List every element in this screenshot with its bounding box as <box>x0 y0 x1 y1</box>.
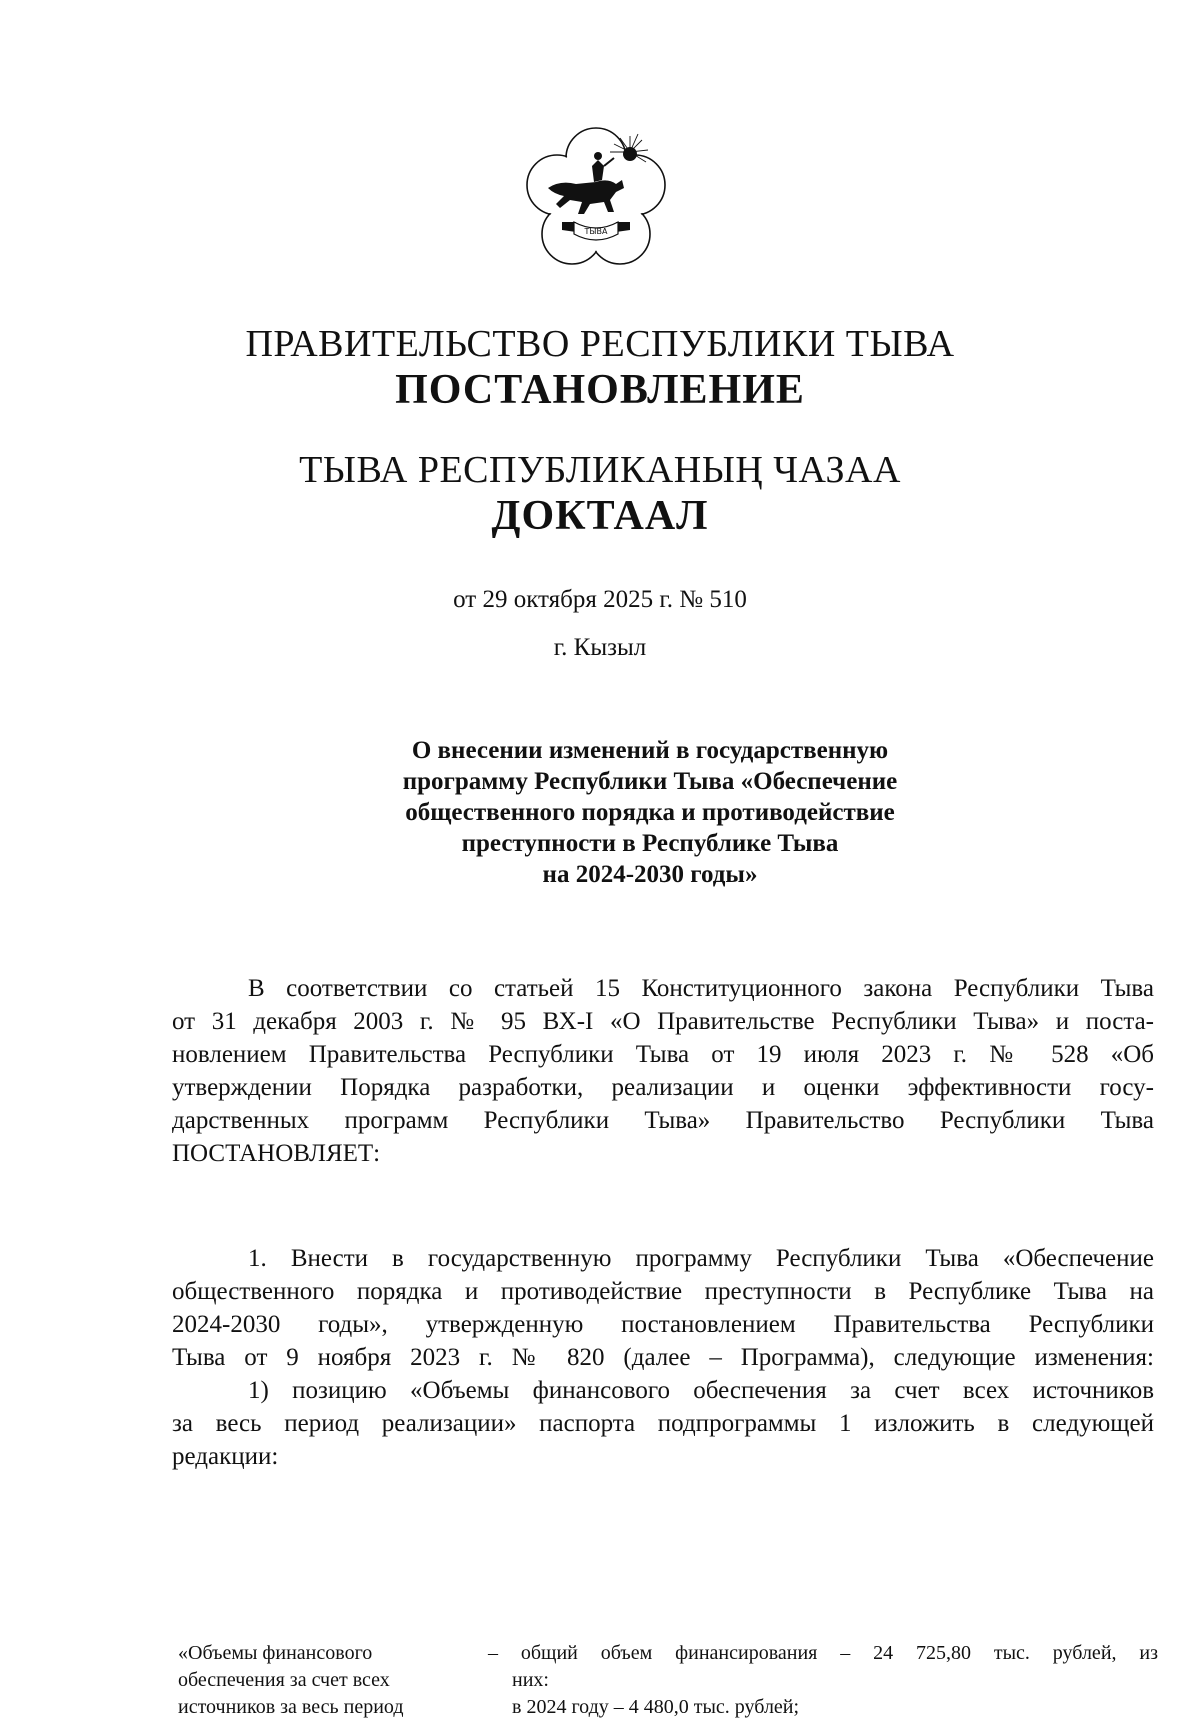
preamble-paragraph <box>172 972 1154 1170</box>
item-1-line: общественного порядка и противодействие преступности в Республике Тыва на <box>172 1278 1154 1305</box>
subject-line: О внесении изменений в государственную <box>411 737 889 764</box>
preamble-line: ПОСТАНОВЛЯЕТ: <box>172 1140 381 1167</box>
subitem-1-line: за весь период реализации» паспорта подпрограммы 1 изложить в следующей <box>172 1410 1154 1437</box>
subitem-1-line: редакции: <box>172 1443 279 1470</box>
decree-title-tuv: ДОКТААЛ <box>491 493 709 539</box>
subject-line: преступности в Республике Тыва <box>461 830 839 857</box>
preamble-line: утверждении Порядка разработки, реализации и оценки эффективности госу- <box>172 1074 1154 1101</box>
subitem-1-line: 1) позицию «Объемы финансового обеспечения за счет всех источников <box>248 1377 1154 1404</box>
item-1-line: 1. Внести в государственную программу Республики Тыва «Обеспечение <box>248 1245 1154 1272</box>
item-1-line: Тыва от 9 ноября 2023 г. № 820 (далее – Программа), следующие изменения: <box>172 1344 1154 1371</box>
passport-left-line: источников за весь период <box>178 1696 404 1718</box>
subject-line: программу Республики Тыва «Обеспечение <box>402 768 898 795</box>
passport-left-line: «Объемы финансового <box>178 1642 373 1664</box>
government-title-ru: ПРАВИТЕЛЬСТВО РЕСПУБЛИКИ ТЫВА <box>245 323 955 365</box>
passport-right-cell <box>488 1640 1158 1721</box>
government-title-tuv: ТЫВА РЕСПУБЛИКАНЫҢ ЧАЗАА <box>299 449 901 491</box>
passport-left-cell <box>178 1640 468 1721</box>
decree-subject <box>340 735 960 890</box>
decree-title-ru: ПОСТАНОВЛЕНИЕ <box>395 367 805 413</box>
decree-date-number: от 29 октября 2025 г. № 510 <box>453 586 747 613</box>
preamble-line: от 31 декабря 2003 г. № 95 ВХ-I «О Правительстве Республики Тыва» и поста- <box>172 1008 1154 1035</box>
passport-left-line: обеспечения за счет всех <box>178 1669 390 1691</box>
subject-line: на 2024-2030 годы» <box>542 861 758 888</box>
emblem-ribbon-text: ТЫВА <box>584 227 608 236</box>
item-1-paragraph <box>172 1242 1154 1473</box>
subject-line: общественного порядка и противодействие <box>405 799 895 826</box>
tuva-coat-of-arms-icon <box>518 122 674 278</box>
passport-right-line: – общий объем финансирования – 24 725,80 тыс. рублей, из <box>488 1642 1158 1664</box>
item-1-line: 2024-2030 годы», утвержденную постановлением Правительства Республики <box>172 1311 1154 1338</box>
passport-right-line: в 2024 году – 4 480,0 тыс. рублей; <box>512 1696 800 1718</box>
decree-city: г. Кызыл <box>553 634 647 661</box>
preamble-line: дарственных программ Республики Тыва» Правительство Республики Тыва <box>172 1107 1154 1134</box>
preamble-line: новлением Правительства Республики Тыва от 19 июля 2023 г. № 528 «Об <box>172 1041 1154 1068</box>
passport-right-line: них: <box>512 1669 549 1691</box>
preamble-line: В соответствии со статьей 15 Конституционного закона Республики Тыва <box>248 975 1154 1002</box>
